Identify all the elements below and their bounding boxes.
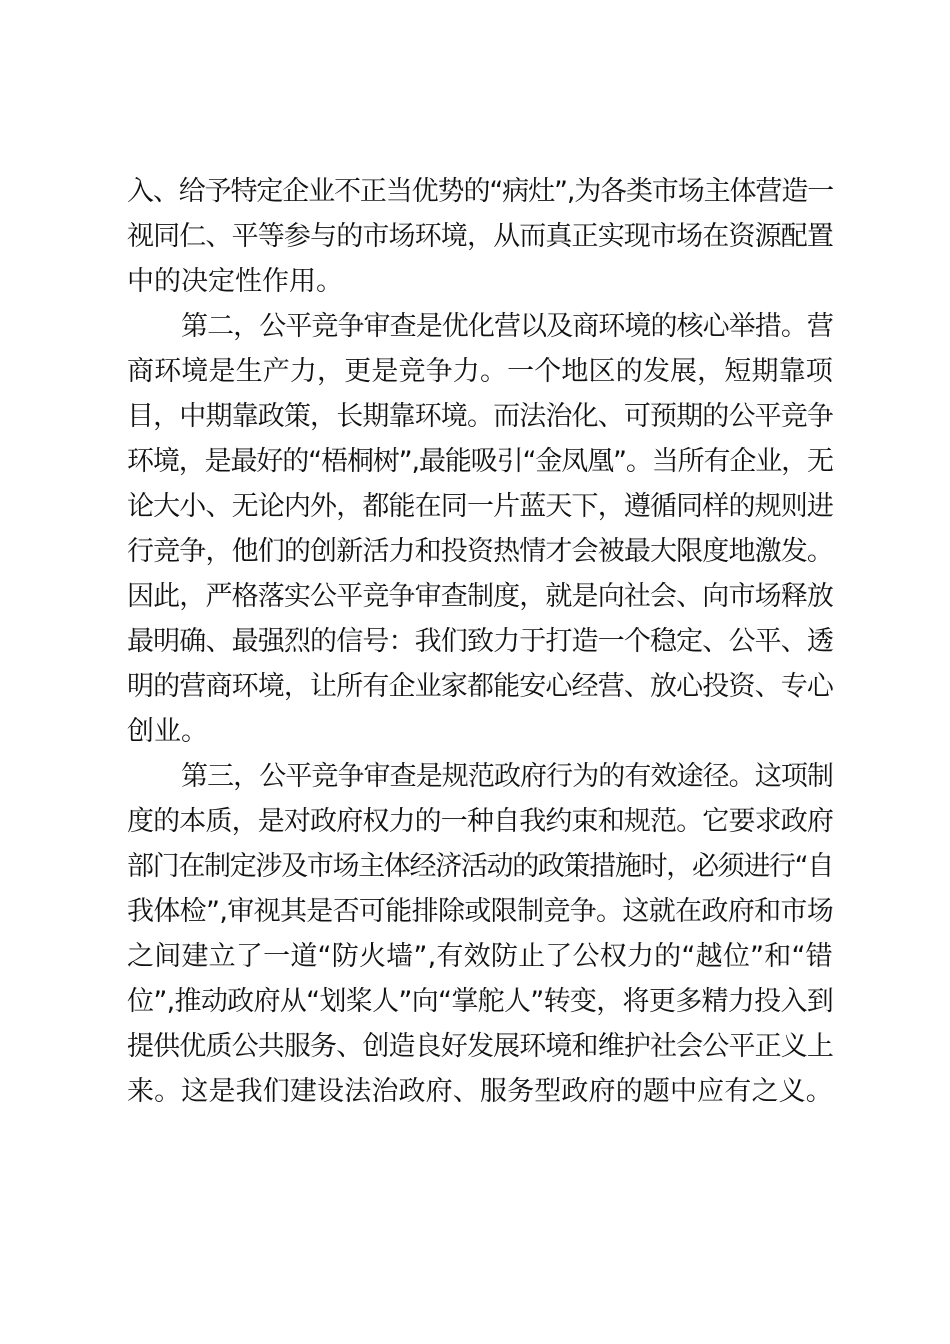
text-line: 度的本质，是对政府权力的一种自我约束和规范。它要求政府 bbox=[127, 806, 834, 837]
paragraph-first-line: 第三，公平竞争审查是规范政府行为的有效途径。这项制 bbox=[181, 761, 833, 792]
text-line: 因此，严格落实公平竞争审查制度，就是向社会、向市场释放 bbox=[127, 581, 834, 612]
text-line: 最明确、最强烈的信号：我们致力于打造一个稳定、公平、透 bbox=[127, 626, 834, 657]
text-line: 来。这是我们建设法治政府、服务型政府的题中应有之义。 bbox=[127, 1076, 833, 1107]
text-line: 创业。 bbox=[127, 716, 208, 747]
text-line: 我体检”,审视其是否可能排除或限制竞争。这就在政府和市场 bbox=[127, 896, 834, 927]
text-line: 商环境是生产力，更是竞争力。一个地区的发展，短期靠项 bbox=[127, 356, 833, 387]
text-line: 位”,推动政府从“划桨人”向“掌舵人”转变，将更多精力投入到 bbox=[127, 986, 834, 1017]
text-line: 部门在制定涉及市场主体经济活动的政策措施时，必须进行“自 bbox=[127, 851, 834, 882]
text-line: 提供优质公共服务、创造良好发展环境和维护社会公平正义上 bbox=[127, 1031, 834, 1062]
paragraph-first-line: 第二，公平竞争审查是优化营以及商环境的核心举措。营 bbox=[181, 311, 833, 342]
text-line: 之间建立了一道“防火墙”,有效防止了公权力的“越位”和“错 bbox=[127, 941, 833, 972]
text-line: 环境，是最好的“梧桐树”,最能吸引“金凤凰”。当所有企业，无 bbox=[127, 446, 833, 477]
text-line: 视同仁、平等参与的市场环境，从而真正实现市场在资源配置 bbox=[127, 221, 834, 252]
text-line: 目，中期靠政策，长期靠环境。而法治化、可预期的公平竞争 bbox=[127, 401, 834, 432]
text-line: 入、给予特定企业不正当优势的“病灶”,为各类市场主体营造一 bbox=[127, 176, 834, 207]
text-line: 明的营商环境，让所有企业家都能安心经营、放心投资、专心 bbox=[127, 671, 834, 702]
body-text bbox=[127, 169, 833, 1114]
text-line: 行竞争，他们的创新活力和投资热情才会被最大限度地激发。 bbox=[127, 536, 834, 567]
text-line: 论大小、无论内外，都能在同一片蓝天下，遵循同样的规则进 bbox=[127, 491, 834, 522]
text-line: 中的决定性作用。 bbox=[127, 266, 343, 297]
